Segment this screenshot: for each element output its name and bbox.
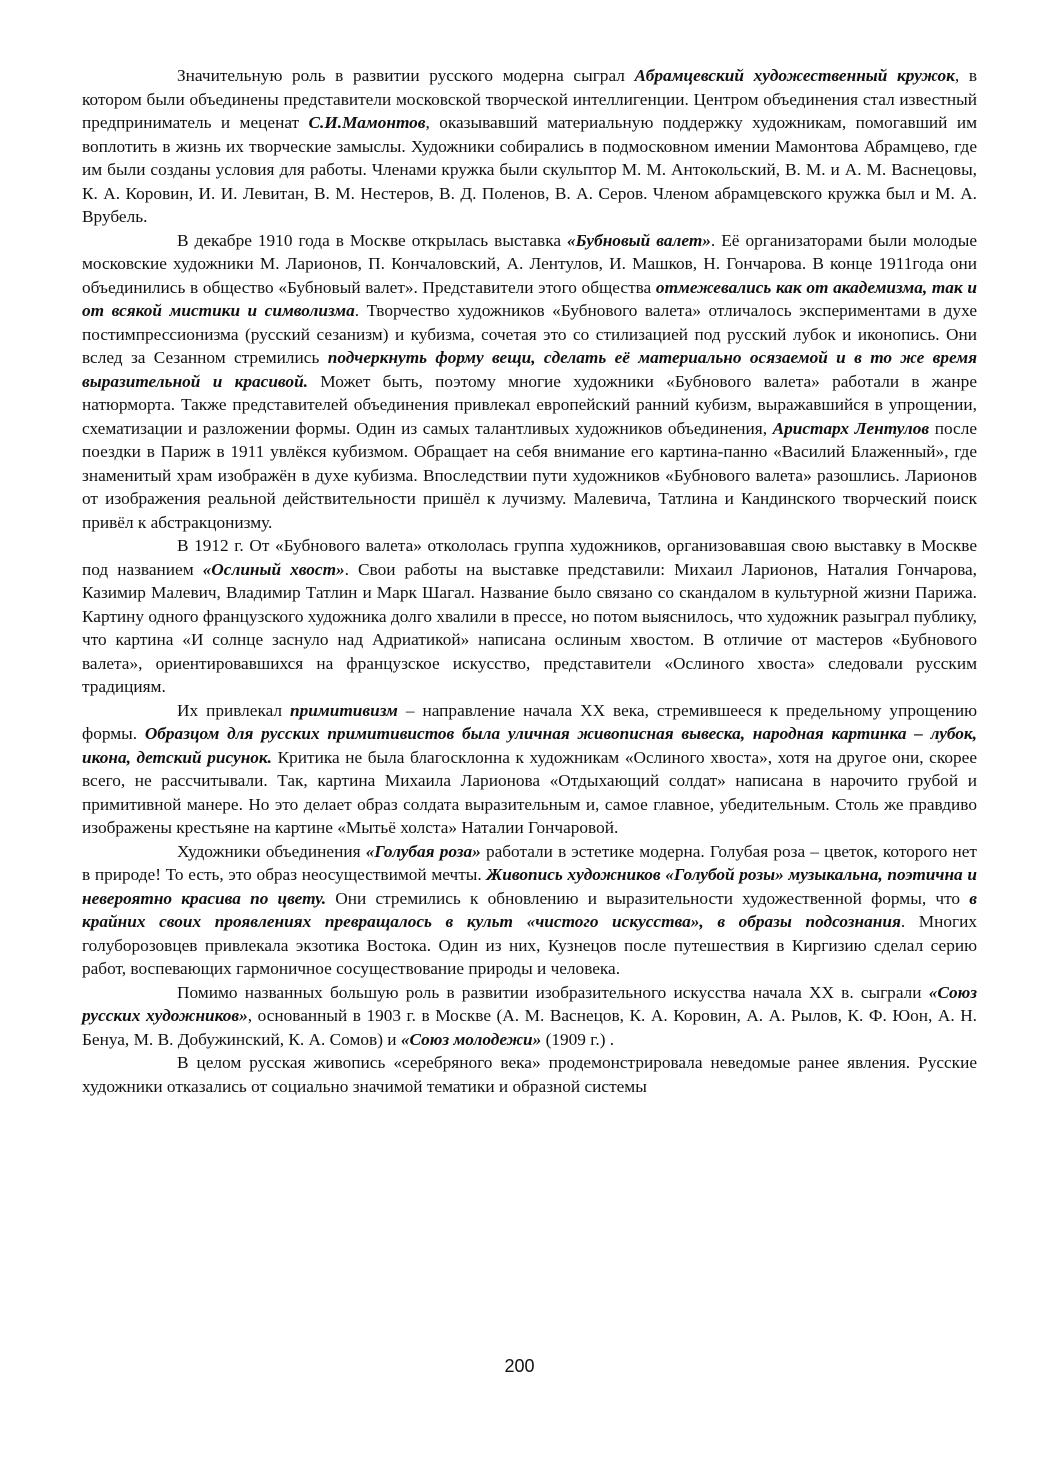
text-run: . Свои работы на выставке представили: Михаил Ларионов, Наталия Гончарова, Казимир Малевич, Владимир Татлин и Марк Шагал. Название было связано со скандалом в культурной жизни Парижа. Картину одного французского художника долго хвалили в прессе, но потом выяснилось, что художник разыграл публику, что картина «И солнце заснуло над Адриатикой» написана ослиным хвостом. В отличие от мастеров «Бубнового валета», ориентировавшихся на французское искусство, представители «Ослиного хвоста» следовали русским традициям. [82, 559, 977, 696]
emphasized-text: Образцом для русских примитивистов была уличная живописная вывеска, народная картинка – лубок, икона, детский рисунок. [82, 724, 977, 767]
emphasized-text: подчеркнуть форму вещи, сделать её материально осязаемой и в то же время выразительной и красивой. [82, 348, 977, 391]
text-run: Их привлекал [177, 700, 291, 720]
text-run: Значительную роль в развитии русского модерна сыграл [177, 66, 635, 85]
text-run: – направление начала ХХ века, стремившееся к предельному упрощению формы. [82, 700, 977, 743]
paragraph [82, 229, 977, 535]
text-run: работали в эстетике модерна. Голубая роза – цветок, которого нет в природе! То есть, это образ неосуществимой мечты. [82, 841, 977, 884]
emphasized-text: «Бубновый валет» [567, 230, 711, 250]
emphasized-text: С.И.Мамонтов [308, 113, 426, 132]
text-run: . Многих голуборозовцев привлекала экзотика Востока. Один из них, Кузнецов после путешествия в Киргизию сделал серию работ, воспевающих гармоничное сосуществование природы и человека. [82, 912, 977, 978]
emphasized-text: Абрамцевский художественный кружок [634, 66, 955, 85]
paragraph [82, 64, 977, 229]
emphasized-text: отмежевались как от академизма, так и от всякой мистики и символизма [82, 277, 977, 320]
text-run: , оказывавший материальную поддержку художникам, помогавший им воплотить в жизнь их творческие замыслы. Художники собирались в подмосковном имении Мамонтова Абрамцево, где им были созданы условия для работы. Членами кружка были скульптор М. М. Антокольский, В. М. и А. М. Васнецовы, К. А. Коровин, И. И. Левитан, В. М. Нестеров, В. Д. Поленов, В. А. Серов. Членом абрамцевского кружка был и М. А. Врубель. [82, 113, 978, 226]
text-run: , в котором были объединены представители московской творческой интеллигенции. Центром объединения стал известный предприниматель и меценат [82, 66, 977, 132]
paragraph [82, 699, 977, 840]
paragraph [82, 534, 977, 699]
text-run: (1909 г.) . [541, 1029, 615, 1049]
emphasized-text: «Союз молодежи» [400, 1029, 542, 1049]
text-run: после поездки в Париж в 1911 увлёкся кубизмом. Обращает на себя внимание его картина-панно «Василий Блаженный», где знаменитый храм изображён в духе кубизма. Впоследствии пути художников «Бубнового валета» разошлись. Ларионов от изображения реальной действительности пришёл к лучизму. Малевича, Татлина и Кандинского творческий поиск привёл к абстракцонизму. [82, 418, 978, 532]
text-run: В целом русская живопись «серебряного века» продемонстрировала неведомые ранее явления. Русские художники отказались от социально значимой тематики и образной системы [82, 1053, 977, 1096]
emphasized-text: в крайних своих проявлениях превращалось в культ «чистого искусства», в образы подсознания [82, 888, 977, 931]
paragraph [82, 840, 977, 981]
emphasized-text: «Голубая роза» [365, 841, 481, 861]
text-run: , основанный в 1903 г. в Москве (А. М. Васнецов, К. А. Коровин, А. А. Рылов, К. Ф. Юон, А. Н. Бенуа, М. В. Добужинский, К. А. Сомов) и [82, 1006, 977, 1049]
text-run: В декабре 1910 года в Москве открылась выставка [177, 230, 568, 250]
emphasized-text: «Союз русских художников» [82, 982, 977, 1025]
body-text [82, 64, 977, 1098]
text-run: Художники объединения [177, 841, 366, 861]
emphasized-text: примитивизм [290, 700, 398, 720]
paragraph [82, 981, 977, 1052]
emphasized-text: «Ослиный хвост» [202, 559, 345, 579]
text-run: Помимо названных большую роль в развитии изобразительного искусства начала ХХ в. сыграли [177, 982, 929, 1002]
page-number: 200 [504, 1356, 535, 1376]
text-run: Они стремились к обновлению и выразительности художественной формы, что [326, 888, 970, 908]
text-run: . Её организаторами были молодые московские художники М. Ларионов, П. Кончаловский, А. Лентулов, И. Машков, Н. Гончарова. В конце 1911года они объединились в общество «Бубновый валет». Представители этого общества [82, 230, 977, 297]
text-run: . Творчество художников «Бубнового валета» отличалось экспериментами в духе постимпрессионизма (русский сезанизм) и кубизма, сочетая это со стилизацией под русский лубок и иконопись. Они вслед за Сезанном стремились [82, 301, 977, 367]
text-run: Критика не была благосклонна к художникам «Ослиного хвоста», хотя на другое они, скорее всего, не рассчитывали. Так, картина Михаила Ларионова «Отдыхающий солдат» написана в нарочито грубой и примитивной манере. Но это делает образ солдата выразительным и, самое главное, убедительным. Столь же правдиво изображены крестьяне на картине «Мытьё холста» Наталии Гончаровой. [82, 747, 977, 837]
text-run: В 1912 г. От «Бубнового валета» откололась группа художников, организовавшая свою выставку в Москве под названием [82, 536, 977, 579]
text-run: Может быть, поэтому многие художники «Бубнового валета» работали в жанре натюрморта. Также представителей объединения привлекал европейский ранний кубизм, выражавшийся в упрощении, схематизации и разложении формы. Один из самых талантливых художников объединения, [82, 371, 977, 438]
emphasized-text: Живопись художников «Голубой розы» музыкальна, поэтична и невероятно красива по цвету. [82, 865, 977, 908]
paragraph [82, 1051, 977, 1098]
emphasized-text: Аристарх Лентулов [772, 418, 930, 438]
